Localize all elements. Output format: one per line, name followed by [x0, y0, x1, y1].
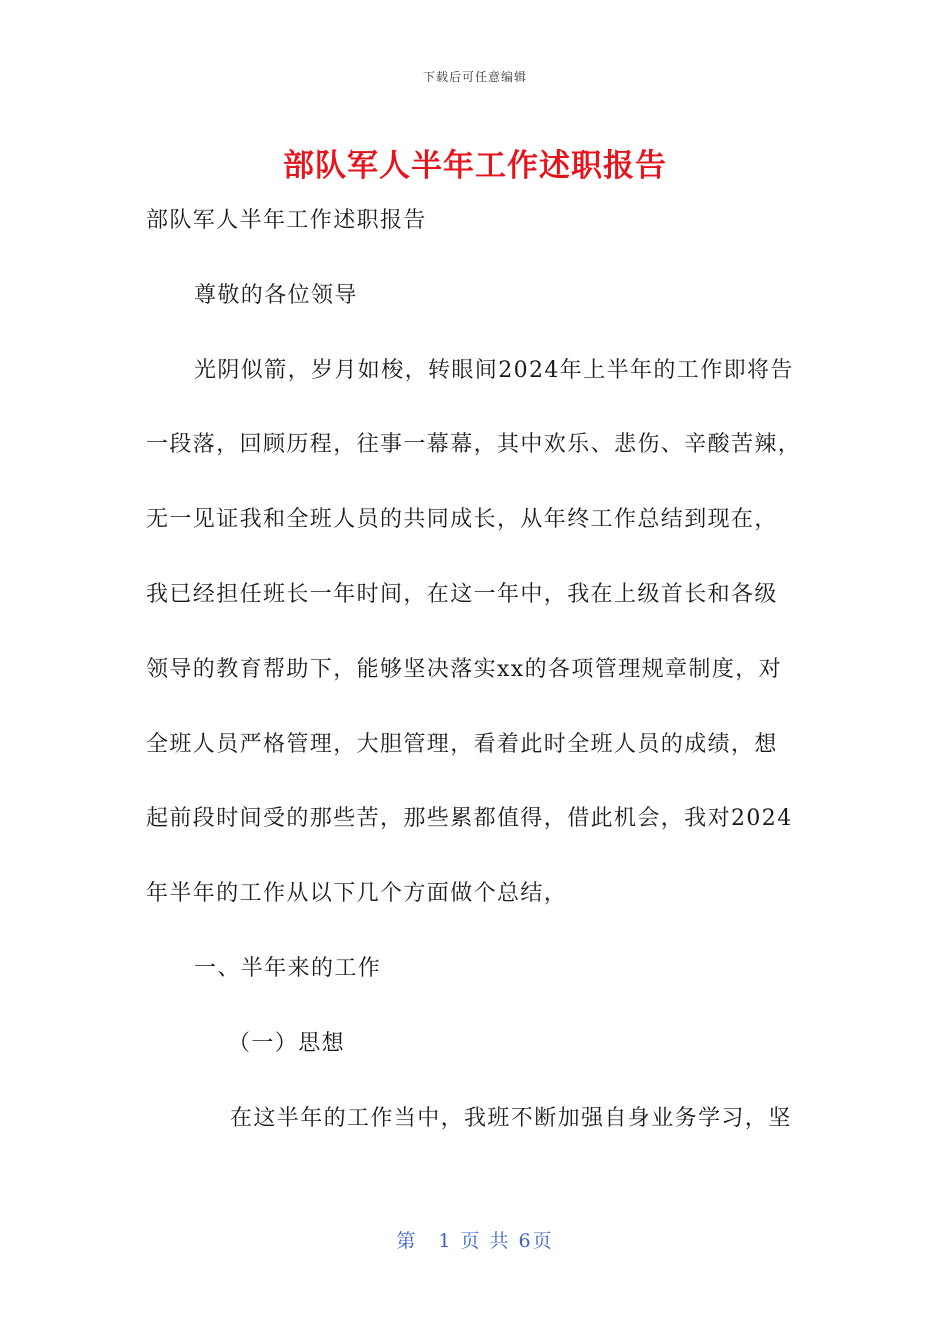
body-line: 领导的教育帮助下，能够坚决落实xx的各项管理规章制度，对	[146, 656, 783, 682]
page-number: 第 1 页 共 6页	[396, 1230, 554, 1252]
section-heading: 一、半年来的工作	[194, 955, 382, 981]
body-line: 在这半年的工作当中，我班不断加强自身业务学习，坚	[230, 1105, 792, 1131]
document-body	[146, 199, 806, 1171]
body-line: 年半年的工作从以下几个方面做个总结，	[146, 881, 568, 907]
body-line: 起前段时间受的那些苦，那些累都值得，借此机会，我对2024	[146, 806, 793, 832]
document-title: 部队军人半年工作述职报告	[283, 148, 667, 184]
body-line-salutation: 尊敬的各位领导	[194, 282, 358, 308]
body-line: 无一见证我和全班人员的共同成长，从年终工作总结到现在，	[146, 507, 778, 533]
body-line-subtitle: 部队军人半年工作述职报告	[146, 208, 427, 233]
body-line: 光阴似箭，岁月如梭，转眼间2024年上半年的工作即将告	[194, 357, 794, 383]
body-line: 一段落，回顾历程，往事一幕幕，其中欢乐、悲伤、辛酸苦辣，	[146, 432, 802, 458]
body-line: 我已经担任班长一年时间，在这一年中，我在上级首长和各级	[146, 581, 778, 607]
header-note: 下载后可任意编辑	[422, 70, 527, 84]
subsection-heading: （一）思想	[228, 1030, 346, 1056]
body-line: 全班人员严格管理，大胆管理，看着此时全班人员的成绩，想	[146, 731, 778, 757]
